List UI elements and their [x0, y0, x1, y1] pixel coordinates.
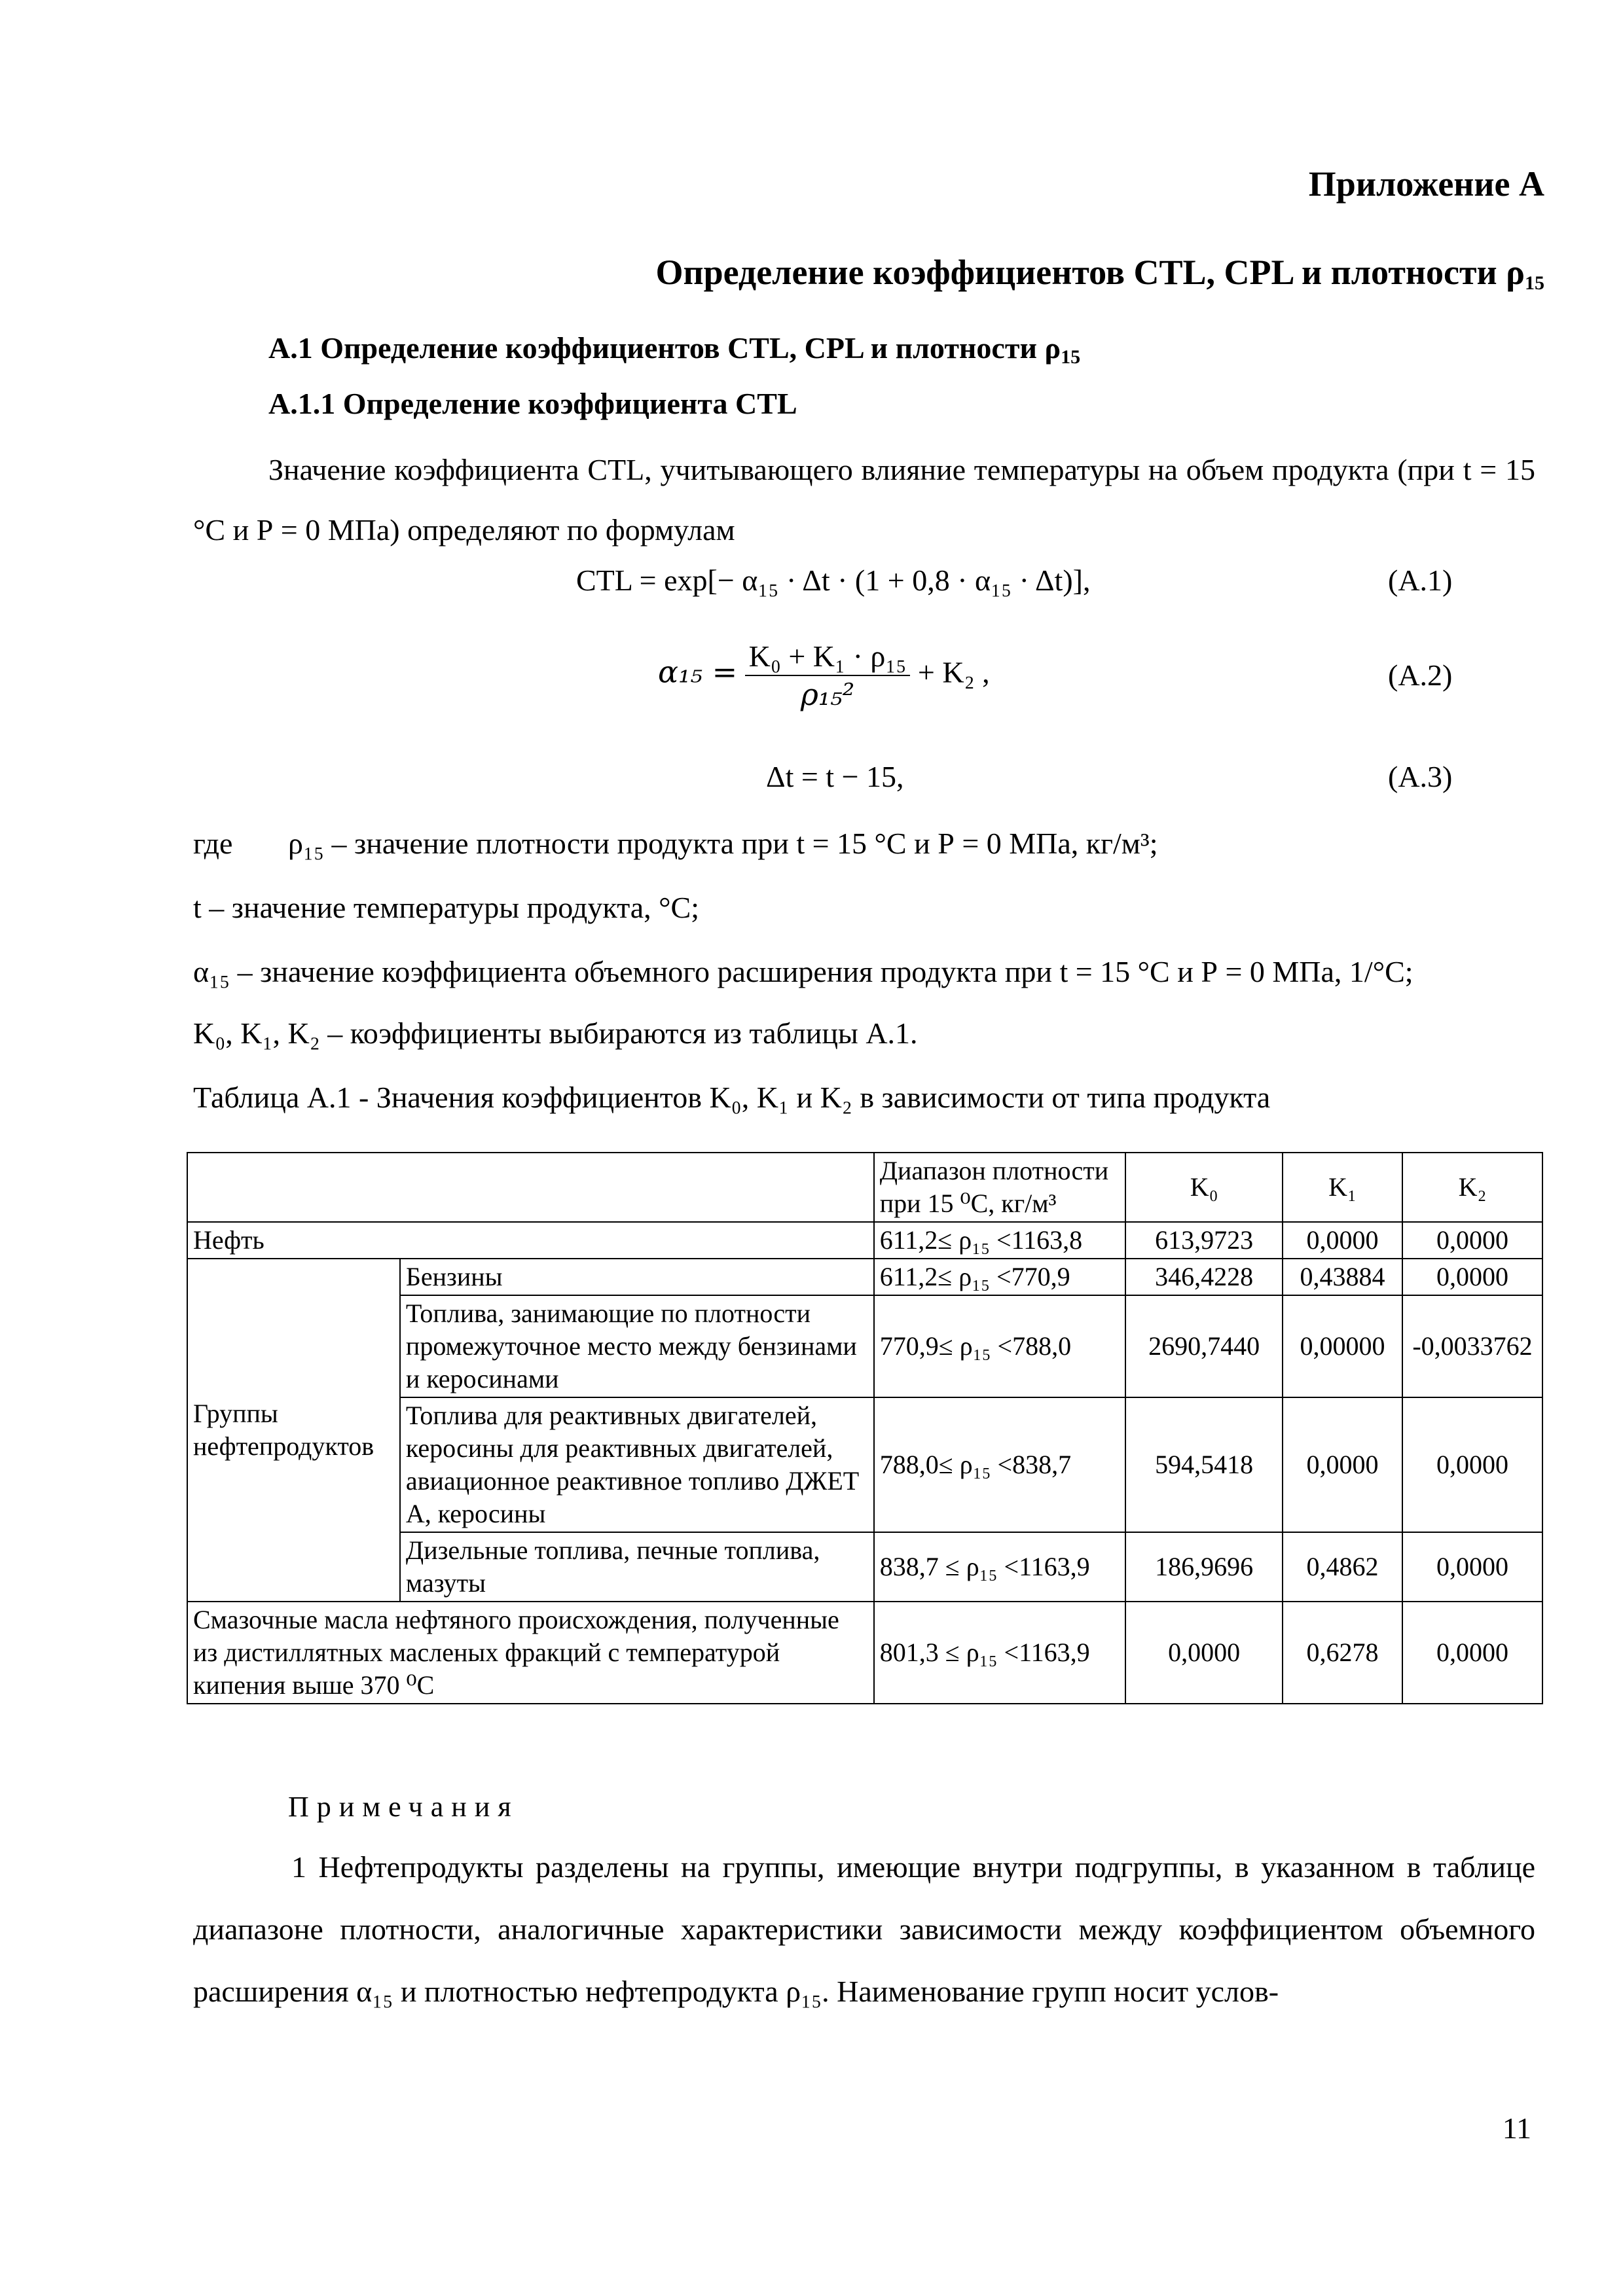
formula-a3: Δt = t − 15,	[766, 760, 904, 793]
formula-a2-numerator: K₀ + K₁ · ρ₁₅	[745, 638, 911, 676]
appendix-subtitle: Определение коэффициентов CTL, CPL и плотности $\rho_{15}$	[655, 253, 1544, 294]
appendix-title: Приложение А	[1308, 164, 1544, 204]
definition-t: t – значение температуры продукта, °С;	[193, 891, 700, 924]
formula-a2-lhs: α₁₅ =	[658, 654, 738, 690]
k0-value: 0,0000	[1125, 1602, 1283, 1704]
k1-value: 0,0000	[1283, 1397, 1402, 1532]
table-row	[187, 1602, 1542, 1704]
coefficients-table	[187, 1152, 1543, 1704]
formula-a2-fraction	[745, 638, 911, 713]
k0-value: 594,5418	[1125, 1397, 1283, 1532]
table-row	[187, 1259, 1542, 1295]
k2-value: -0,0033762	[1402, 1295, 1542, 1397]
definition-alpha15: α₁₅ – значение коэффициента объемного расширения продукта при t = 15 °С и Р = 0 МПа, 1/°С;	[193, 955, 1413, 988]
product-name: Топлива, занимающие по плотности промежуточное место между бензинами и керосинами	[400, 1295, 874, 1397]
k2-value: 0,0000	[1402, 1602, 1542, 1704]
product-name: Топлива для реактивных двигателей, керосины для реактивных двигателей, авиационное реактивное топливо ДЖЕТ А, керосины	[400, 1397, 874, 1532]
k1-value: 0,00000	[1283, 1295, 1402, 1397]
formula-a1-number: (А.1)	[1388, 564, 1453, 597]
density-range: 770,9≤ ρ₁₅ <788,0	[874, 1295, 1126, 1397]
k0-value: 346,4228	[1125, 1259, 1283, 1295]
product-name: Бензины	[400, 1259, 874, 1295]
k1-value: 0,43884	[1283, 1259, 1402, 1295]
product-name: Смазочные масла нефтяного происхождения, полученные из дистиллятных масленых фракций с температурой кипения выше 370 ⁰С	[187, 1602, 874, 1704]
table-row	[187, 1222, 1542, 1259]
formula-a2-rhs: + K₂ ,	[917, 655, 990, 689]
header-k2: K₂	[1402, 1153, 1542, 1222]
section-heading-a11: А.1.1 Определение коэффициента CTL	[268, 387, 797, 420]
k1-value: 0,6278	[1283, 1602, 1402, 1704]
k0-value: 186,9696	[1125, 1532, 1283, 1602]
definition-k: K₀, K₁, K₂ – коэффициенты выбираются из таблицы А.1.	[193, 1016, 918, 1050]
k0-value: 613,9723	[1125, 1222, 1283, 1259]
k0-value: 2690,7440	[1125, 1295, 1283, 1397]
formula-a1: CTL = exp[− α₁₅ · Δt · (1 + 0,8 · α₁₅ · Δt)],	[576, 564, 1091, 597]
k1-value: 0,4862	[1283, 1532, 1402, 1602]
table-header-row	[187, 1153, 1542, 1222]
formula-a2	[658, 638, 990, 713]
header-k1: K₁	[1283, 1153, 1402, 1222]
k2-value: 0,0000	[1402, 1397, 1542, 1532]
density-range: 801,3 ≤ ρ₁₅ <1163,9	[874, 1602, 1126, 1704]
intro-paragraph: Значение коэффициента CTL, учитывающего влияние температуры на объем продукта (при t = 15 °С и Р = 0 МПа) определяют по формулам	[193, 453, 1535, 547]
product-name: Дизельные топлива, печные топлива, мазуты	[400, 1532, 874, 1602]
page-number: 11	[1502, 2111, 1531, 2145]
formula-a3-number: (А.3)	[1388, 760, 1453, 793]
k2-value: 0,0000	[1402, 1222, 1542, 1259]
section-heading-a1: А.1 Определение коэффициентов CTL, CPL и плотности $\rho_{15}$	[268, 331, 1081, 368]
product-name: Нефть	[187, 1222, 874, 1259]
note-1-paragraph: 1 Нефтепродукты разделены на группы, имеющие внутри подгруппы, в указанном в таблице диапазоне плотности, аналогичные характеристики зависимости между коэффициентом объемного расширения α₁₅ и плотностью нефтепродукта ρ₁₅. Наименование групп носит услов-	[193, 1850, 1535, 2008]
group-label: Группы нефтепродуктов	[187, 1259, 400, 1602]
density-range: 611,2≤ ρ₁₅ <1163,8	[874, 1222, 1126, 1259]
formula-a2-number: (А.2)	[1388, 658, 1453, 692]
density-range: 838,7 ≤ ρ₁₅ <1163,9	[874, 1532, 1126, 1602]
header-k0: K₀	[1125, 1153, 1283, 1222]
header-empty-cell	[187, 1153, 874, 1222]
density-range: 611,2≤ ρ₁₅ <770,9	[874, 1259, 1126, 1295]
formula-a2-denominator: ρ₁₅²	[800, 677, 855, 712]
density-range: 788,0≤ ρ₁₅ <838,7	[874, 1397, 1126, 1532]
notes-heading: Примечания	[288, 1791, 519, 1823]
k1-value: 0,0000	[1283, 1222, 1402, 1259]
where-label: где	[193, 827, 233, 860]
header-range: Диапазон плотности при 15 ⁰С, кг/м³	[874, 1153, 1126, 1222]
k2-value: 0,0000	[1402, 1532, 1542, 1602]
definition-rho15: ρ₁₅ – значение плотности продукта при t = 15 °С и Р = 0 МПа, кг/м³;	[288, 827, 1158, 860]
table-caption: Таблица А.1 - Значения коэффициентов K₀, K₁ и K₂ в зависимости от типа продукта	[193, 1081, 1271, 1114]
k2-value: 0,0000	[1402, 1259, 1542, 1295]
